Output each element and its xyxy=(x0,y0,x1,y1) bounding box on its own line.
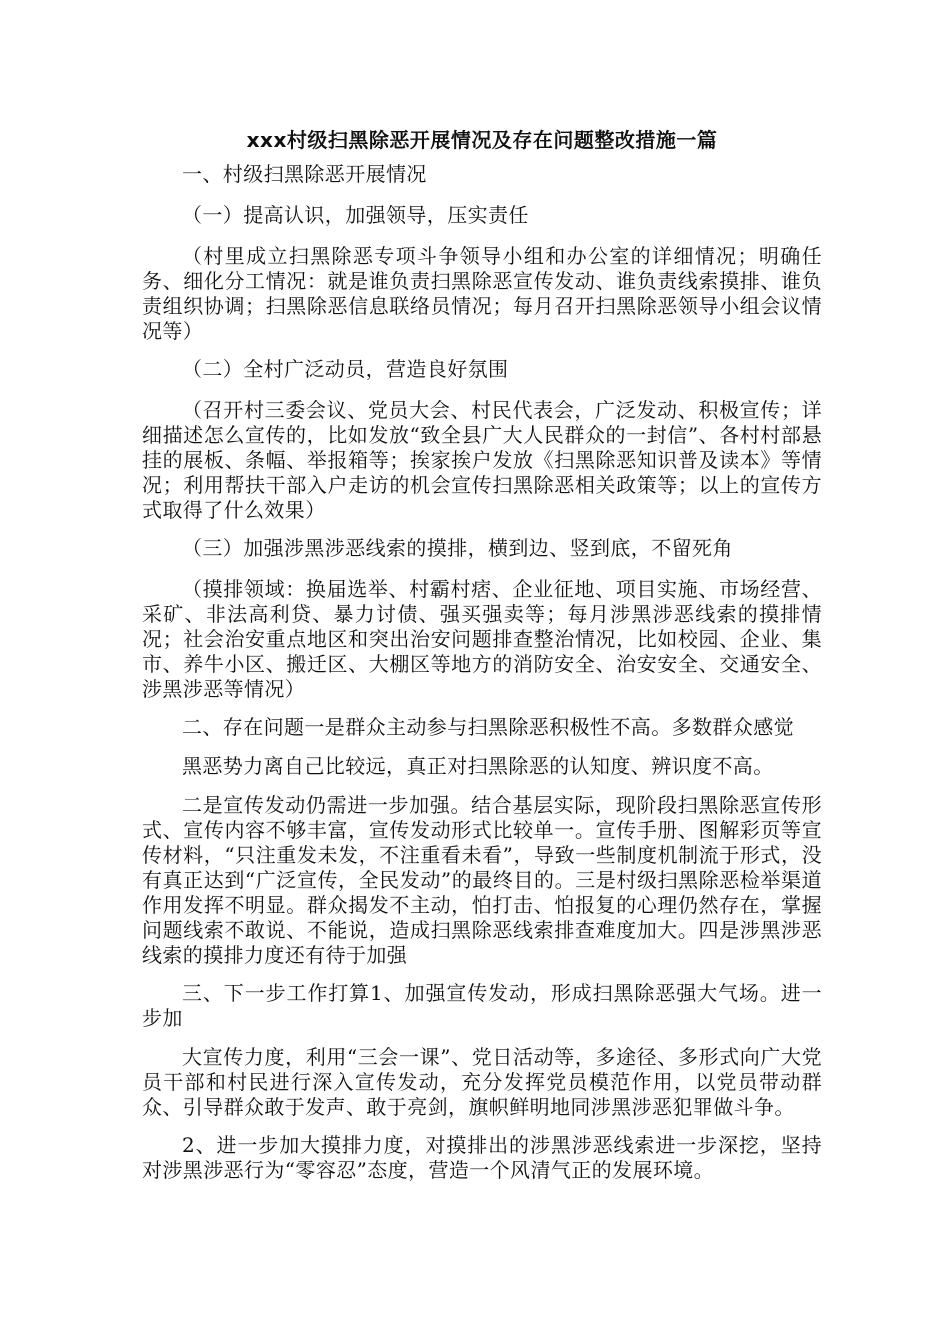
paragraph-2-body: 二是宣传发动仍需进一步加强。结合基层实际，现阶段扫黑除恶宣传形式、宣传内容不够丰富，宣传发动形式比较单一。宣传手册、图解彩页等宣传材料，“只注重发未发，不注重看未看”，导致一些制度机制流于形式，没有真正达到“广泛宣传，全民发动”的最终目的。三是村级扫黑除恶检举渠道作用发挥不明显。群众揭发不主动，怕打击、怕报复的心理仍然存在，掌握问题线索不敢说、不能说，造成扫黑除恶线索排查难度加大。四是涉黑涉恶线索的摸排力度还有待于加强 xyxy=(142,793,822,967)
paragraph-1-1-body: （村里成立扫黑除恶专项斗争领导小组和办公室的详细情况；明确任务、细化分工情况：就是谁负责扫黑除恶宣传发动、谁负责线索摸排、谁负责组织协调；扫黑除恶信息联络员情况；每月召开扫黑除恶领导小组会议情况等） xyxy=(142,244,822,343)
paragraph-2-continued: 黑恶势力离自己比较远，真正对扫黑除恶的认知度、辨识度不高。 xyxy=(182,754,774,778)
subsection-heading-1-3: （三）加强涉黑涉恶线索的摸排，横到边、竖到底，不留死角 xyxy=(182,536,733,560)
document-body xyxy=(142,118,822,1196)
subsection-heading-1-2: （二）全村广泛动员，营造良好氛围 xyxy=(182,357,509,381)
section-heading-2: 二、存在问题一是群众主动参与扫黑除恶积极性不高。多数群众感觉 xyxy=(182,715,794,739)
paragraph-1-3-body: （摸排领域：换届选举、村霸村痞、企业征地、项目实施、市场经营、采矿、非法高利贷、暴力讨债、强买强卖等；每月涉黑涉恶线索的摸排情况；社会治安重点地区和突出治安问题排查整治情况，比如校园、企业、集市、养牛小区、搬迁区、大棚区等地方的消防安全、治安安全、交通安全、涉黑涉恶等情况） xyxy=(142,577,822,701)
section-heading-1: 一、村级扫黑除恶开展情况 xyxy=(182,162,427,186)
paragraph-1-2-body: （召开村三委会议、党员大会、村民代表会，广泛发动、积极宣传；详细描述怎么宣传的，比如发放“致全县广大人民群众的一封信”、各村村部悬挂的展板、条幅、举报箱等；挨家挨户发放《扫黑除恶知识普及读本》等情况；利用帮扶干部入户走访的机会宣传扫黑除恶相关政策等；以上的宣传方式取得了什么效果） xyxy=(142,398,822,522)
paragraph-3-1-body: 大宣传力度，利用“三会一课”、党日活动等，多途径、多形式向广大党员干部和村民进行深入宣传发动，充分发挥党员模范作用，以党员带动群众、引导群众敢于发声、敢于亮剑，旗帜鲜明地同涉黑涉恶犯罪做斗争。 xyxy=(142,1045,822,1119)
document-title: xxx村级扫黑除恶开展情况及存在问题整改措施一篇 xyxy=(246,128,718,152)
section-heading-3: 三、下一步工作打算1、加强宣传发动，形成扫黑除恶强大气场。进一步加 xyxy=(142,981,822,1030)
paragraph-3-2-body: 2、进一步加大摸排力度，对摸排出的涉黑涉恶线索进一步深挖，坚持对涉黑涉恶行为“零容忍”态度，营造一个风清气正的发展环境。 xyxy=(142,1133,822,1182)
subsection-heading-1-1: （一）提高认识，加强领导，压实责任 xyxy=(182,203,529,227)
